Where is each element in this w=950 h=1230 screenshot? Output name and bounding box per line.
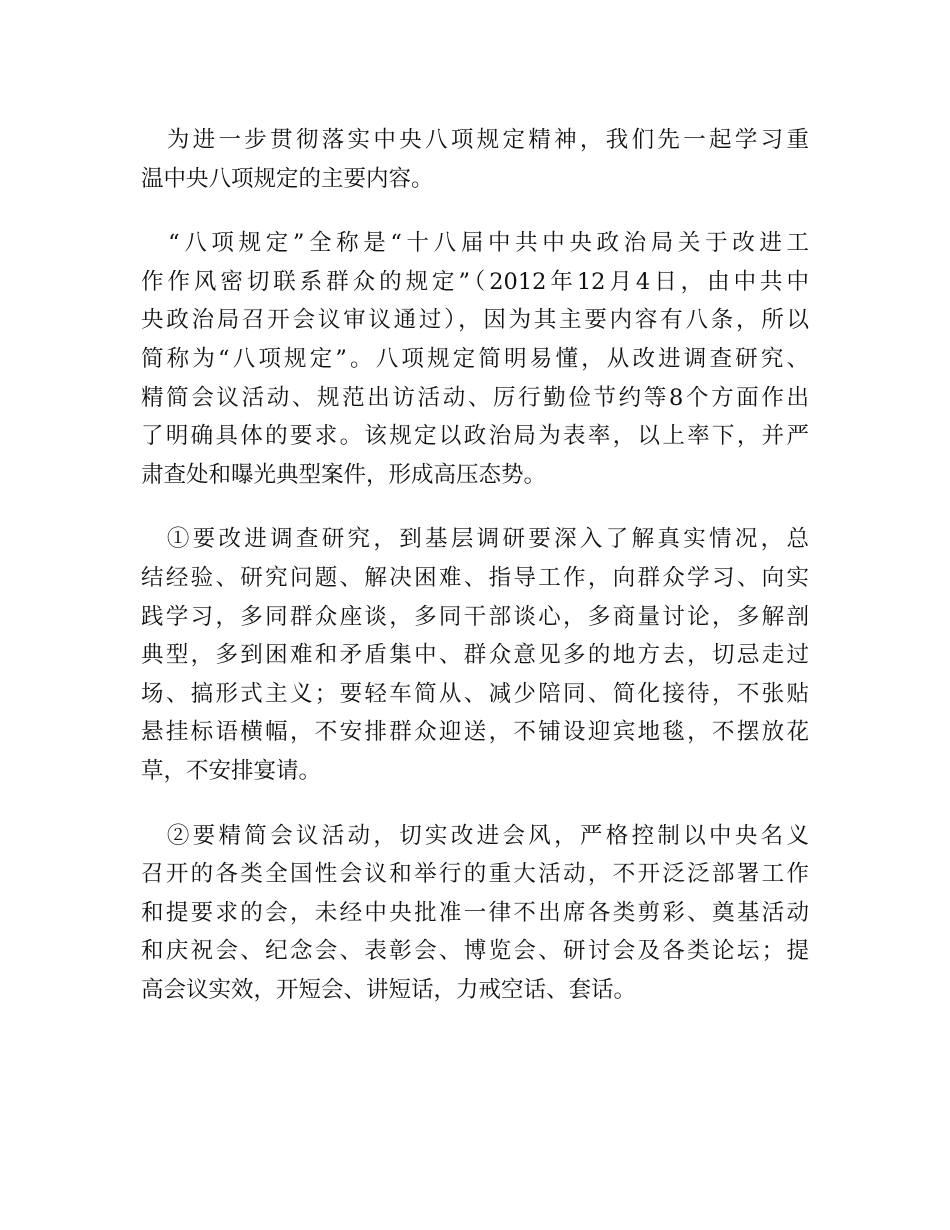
text-line: 精简会议活动、规范出访活动、厉行勤俭节约等8个方面作出 — [141, 384, 809, 411]
text-line: 践学习，多同群众座谈，多同干部谈心，多商量讨论，多解剖 — [141, 603, 809, 630]
text-line: “八项规定”全称是“十八届中共中央政治局关于改进工 — [141, 230, 809, 257]
text-line: 和庆祝会、纪念会、表彰会、博览会、研讨会及各类论坛；提 — [141, 938, 809, 965]
text-line: 高会议实效，开短会、讲短话，力戒空话、套话。 — [141, 976, 637, 1003]
text-line: 了明确具体的要求。该规定以政治局为表率，以上率下，并严 — [141, 423, 809, 450]
text-line: 草，不安排宴请。 — [141, 757, 322, 784]
paragraph-item-2 — [141, 817, 809, 1010]
document-page — [141, 121, 809, 1035]
text-line: ②要精简会议活动，切实改进会风，严格控制以中央名义 — [141, 822, 809, 849]
text-line: 肃查处和曝光典型案件，形成高压态势。 — [141, 461, 547, 488]
text-line: 和提要求的会，未经中央批准一律不出席各类剪彩、奠基活动 — [141, 899, 809, 926]
text-line: 典型，多到困难和矛盾集中、群众意见多的地方去，切忌走过 — [141, 642, 809, 669]
text-line: ①要改进调查研究，到基层调研要深入了解真实情况，总 — [141, 526, 809, 553]
text-line: 场、搞形式主义；要轻车简从、减少陪同、简化接待，不张贴 — [141, 680, 809, 707]
text-line: 悬挂标语横幅，不安排群众迎送，不铺设迎宾地毯，不摆放花 — [141, 719, 809, 746]
paragraph-intro — [141, 121, 809, 198]
text-line: 作作风密切联系群众的规定”（2012年12月4日，由中共中 — [141, 268, 809, 295]
text-line: 简称为“八项规定”。八项规定简明易懂，从改进调查研究、 — [141, 345, 809, 372]
text-line: 召开的各类全国性会议和举行的重大活动，不开泛泛部署工作 — [141, 861, 809, 888]
paragraph-definition — [141, 224, 809, 494]
paragraph-item-1 — [141, 520, 809, 790]
text-line: 央政治局召开会议审议通过），因为其主要内容有八条，所以 — [141, 307, 809, 334]
text-line: 结经验、研究问题、解决困难、指导工作，向群众学习、向实 — [141, 564, 809, 591]
text-line: 温中央八项规定的主要内容。 — [141, 165, 434, 192]
text-line: 为进一步贯彻落实中央八项规定精神，我们先一起学习重 — [141, 127, 809, 153]
